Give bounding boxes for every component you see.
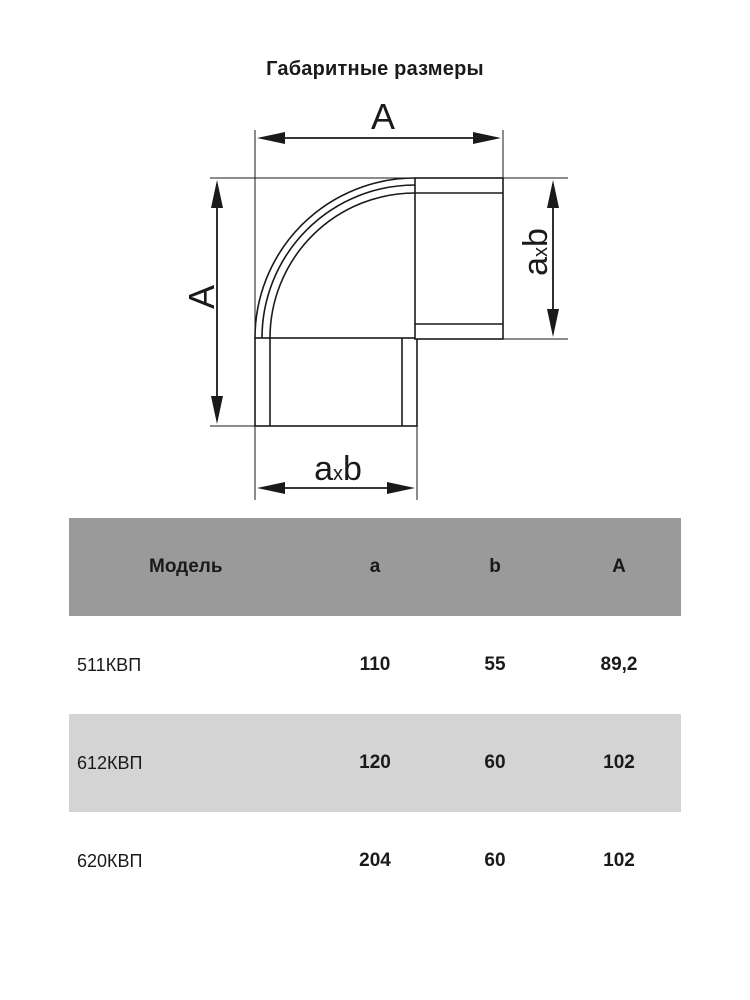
cell-a: 204 (359, 850, 391, 871)
header-a: a (369, 556, 381, 577)
dim-label-right-a: a (517, 257, 555, 276)
arrow-top-right (473, 132, 501, 144)
cell-b: 60 (484, 752, 506, 773)
arrow-right-bottom (547, 309, 559, 337)
arrow-bottom-right (387, 482, 415, 494)
cell-b: 60 (484, 850, 506, 871)
cell-a: 110 (359, 654, 391, 675)
table-row (69, 714, 681, 812)
dim-label-right (517, 228, 555, 276)
cell-model: 612КВП (77, 752, 143, 773)
dim-label-right-b: b (517, 228, 555, 247)
header-b: b (489, 556, 501, 577)
dim-label-bottom-b: b (343, 450, 362, 488)
page-title: Габаритные размеры (266, 58, 484, 80)
cell-A: 89,2 (600, 654, 638, 675)
cell-b: 55 (484, 654, 506, 675)
cell-model: 620КВП (77, 850, 143, 871)
inner-bend-arc-1 (262, 185, 415, 338)
cell-model: 511КВП (77, 654, 142, 675)
dim-label-right-x: x (530, 247, 552, 257)
dim-label-top: A (370, 96, 396, 137)
dimensions-table (69, 518, 681, 910)
header-model: Модель (149, 556, 223, 577)
cell-a: 120 (359, 752, 391, 773)
arrow-left-bottom (211, 396, 223, 424)
header-A: A (612, 556, 626, 577)
dim-label-bottom (314, 450, 362, 488)
arrow-top-left (257, 132, 285, 144)
dim-label-bottom-x: x (333, 463, 343, 485)
inner-bend-arc-2 (270, 193, 415, 338)
table-row (69, 616, 681, 714)
right-sleeve (415, 178, 503, 339)
table-header-row (69, 518, 681, 616)
dim-label-bottom-a: a (314, 450, 333, 488)
table-row (69, 812, 681, 910)
arrow-left-top (211, 180, 223, 208)
cell-A: 102 (603, 752, 635, 773)
outer-bend-arc (255, 178, 415, 338)
arrow-right-top (547, 180, 559, 208)
arrow-bottom-left (257, 482, 285, 494)
cell-A: 102 (603, 850, 635, 871)
dim-label-left: A (181, 284, 222, 310)
bottom-sleeve (255, 338, 417, 426)
